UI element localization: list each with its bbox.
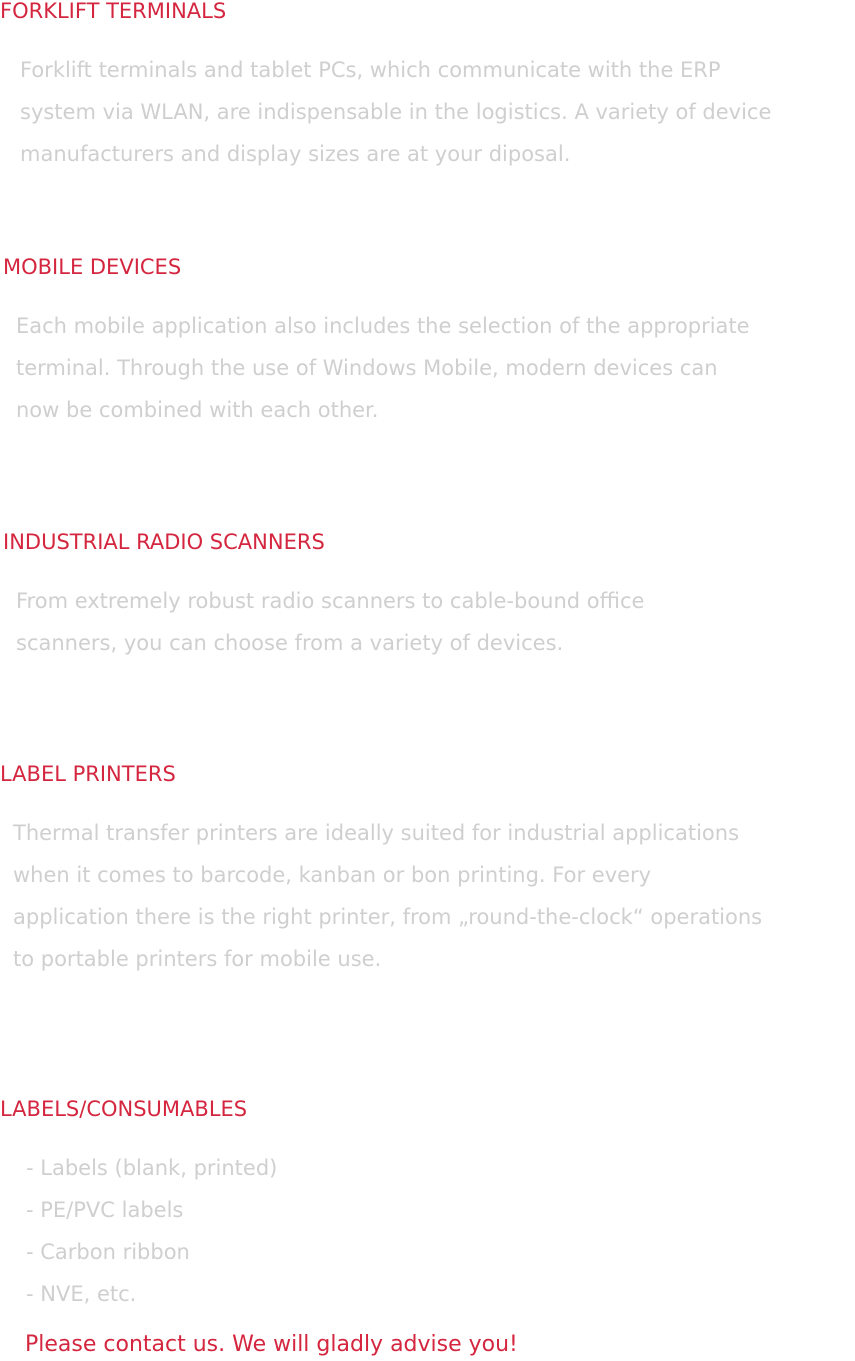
forklift-terminals-heading: FORKLIFT TERMINALS — [0, 0, 227, 23]
text-line: scanners, you can choose from a variety of devices. — [16, 631, 564, 655]
label-printers-heading: LABEL PRINTERS — [0, 762, 176, 786]
text-line: now be combined with each other. — [16, 398, 379, 422]
text-line: system via WLAN, are indispensable in the logistics. A variety of device — [20, 100, 772, 124]
text-line: application there is the right printer, from „round-the-clock“ operations — [13, 905, 763, 929]
list-item: - NVE, etc. — [26, 1282, 137, 1306]
text-line: to portable printers for mobile use. — [13, 947, 382, 971]
industrial-radio-scanners-heading: INDUSTRIAL RADIO SCANNERS — [3, 530, 325, 554]
consumables-list — [26, 1147, 277, 1315]
contact-text: Please contact us. We will gladly advise you! — [25, 1332, 518, 1357]
label-printers-text — [13, 812, 762, 980]
mobile-devices-text — [16, 305, 750, 431]
text-line: Forklift terminals and tablet PCs, which communicate with the ERP — [20, 58, 721, 82]
forklift-terminals-text — [20, 49, 771, 175]
text-line: Each mobile application also includes the selection of the appropriate — [16, 314, 750, 338]
list-item: - Labels (blank, printed) — [26, 1156, 278, 1180]
text-line: manufacturers and display sizes are at your diposal. — [20, 142, 571, 166]
text-line: From extremely robust radio scanners to cable-bound office — [16, 589, 645, 613]
industrial-radio-scanners-text — [16, 580, 644, 664]
text-line: Thermal transfer printers are ideally suited for industrial applications — [13, 821, 740, 845]
labels-consumables-heading: LABELS/CONSUMABLES — [0, 1097, 248, 1121]
list-item: - Carbon ribbon — [26, 1240, 190, 1264]
list-item: - PE/PVC labels — [26, 1198, 184, 1222]
text-line: terminal. Through the use of Windows Mobile, modern devices can — [16, 356, 718, 380]
mobile-devices-heading: MOBILE DEVICES — [3, 255, 182, 279]
text-line: when it comes to barcode, kanban or bon printing. For every — [13, 863, 652, 887]
